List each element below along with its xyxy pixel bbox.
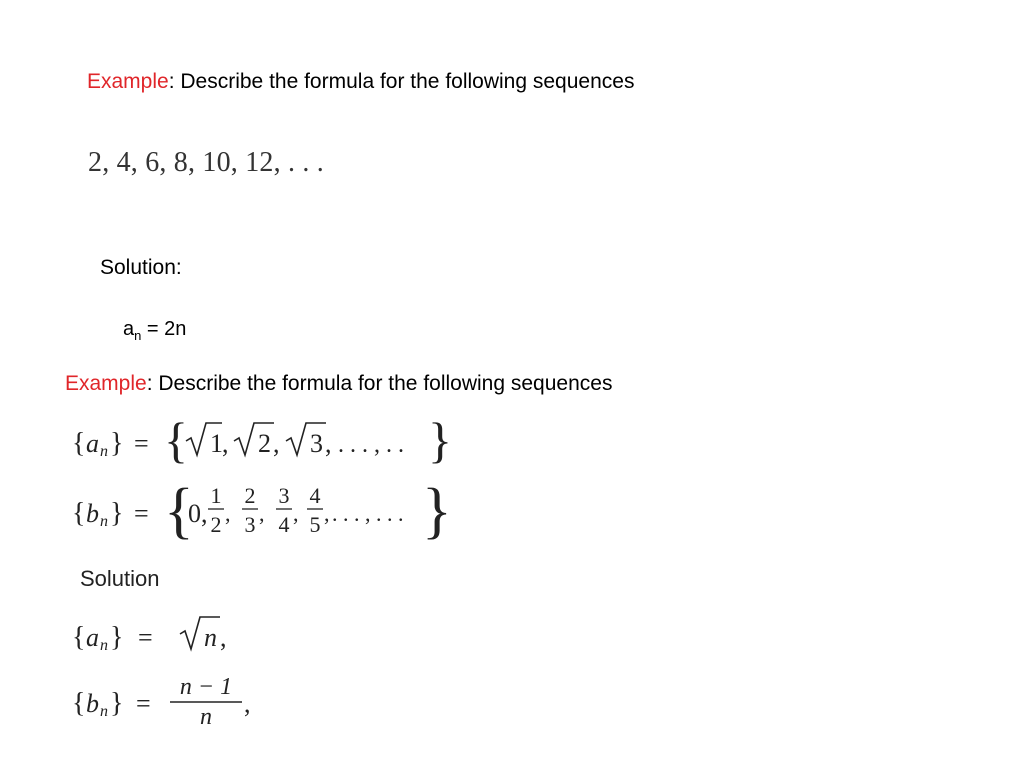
formula-sub: n [100, 637, 108, 654]
comma: , [325, 429, 332, 458]
solution-formula-a [70, 612, 270, 662]
solution-formula-b [70, 670, 290, 730]
seq-var: b [86, 499, 99, 528]
fraction-denominator: 3 [244, 512, 256, 537]
sequence-b-definition [70, 475, 470, 550]
sequence-a-definition [70, 412, 470, 470]
solution-label-2: Solution [80, 566, 160, 591]
fraction-numerator: n − 1 [179, 674, 233, 700]
comma: , [273, 429, 280, 458]
formula-var: b [86, 689, 99, 718]
big-brace-open: { [164, 477, 194, 545]
brace-close: } [110, 688, 124, 719]
solution-formula-1 [123, 318, 186, 343]
comma: , [324, 501, 330, 526]
big-brace-close: } [428, 412, 452, 468]
fraction-numerator: 1 [210, 483, 222, 508]
fraction-numerator: 2 [244, 483, 256, 508]
radicand-2: 2 [258, 429, 271, 458]
big-brace-close: } [422, 477, 452, 545]
comma: , [225, 501, 231, 526]
seq-sub: n [100, 513, 108, 530]
brace-open: { [72, 688, 86, 719]
fraction-numerator: 3 [278, 483, 290, 508]
equals-sign: = [134, 499, 149, 528]
comma: , [293, 501, 299, 526]
sequence-even-numbers: 2, 4, 6, 8, 10, 12, . . . [88, 147, 324, 178]
seq-var: a [86, 429, 99, 458]
brace-close: } [110, 622, 124, 653]
example-heading-2 [65, 372, 612, 396]
example-label: Example [65, 372, 147, 395]
comma: , [222, 429, 229, 458]
seq-sub: n [100, 443, 108, 460]
formula-var: a [123, 318, 135, 340]
fraction-numerator: 4 [309, 483, 321, 508]
equals-sign: = [136, 689, 151, 718]
comma: , [259, 501, 265, 526]
radicand-3: 3 [310, 429, 323, 458]
ellipsis-tail: . . . , . . . [332, 501, 404, 526]
ellipsis-tail: . . . , . . [338, 432, 404, 458]
brace-close: } [110, 428, 124, 459]
comma: , [244, 689, 251, 718]
example-label: Example [87, 70, 169, 93]
equals-sign: = [138, 623, 153, 652]
fraction-denominator: 5 [309, 512, 321, 537]
big-brace-open: { [164, 412, 188, 468]
fraction-denominator: n [200, 704, 212, 730]
fraction-denominator: 4 [278, 512, 290, 537]
radicand-1: 1 [210, 429, 223, 458]
example-prompt: : Describe the formula for the following sequences [146, 372, 613, 395]
brace-open: { [72, 428, 86, 459]
brace-close: } [110, 498, 124, 529]
fraction-denominator: 2 [210, 512, 222, 537]
brace-open: { [72, 622, 86, 653]
equals-sign: = [134, 429, 149, 458]
formula-var: a [86, 623, 99, 652]
example-heading-1 [87, 70, 634, 94]
example-prompt: : Describe the formula for the following sequences [168, 70, 635, 93]
radicand: n [204, 623, 217, 652]
brace-open: { [72, 498, 86, 529]
formula-sub: n [100, 703, 108, 720]
first-term: 0, [188, 499, 208, 528]
comma: , [220, 623, 227, 652]
solution-label-1: Solution: [100, 256, 182, 279]
formula-rhs: = 2n [141, 318, 187, 340]
formula-sub: n [134, 328, 142, 343]
